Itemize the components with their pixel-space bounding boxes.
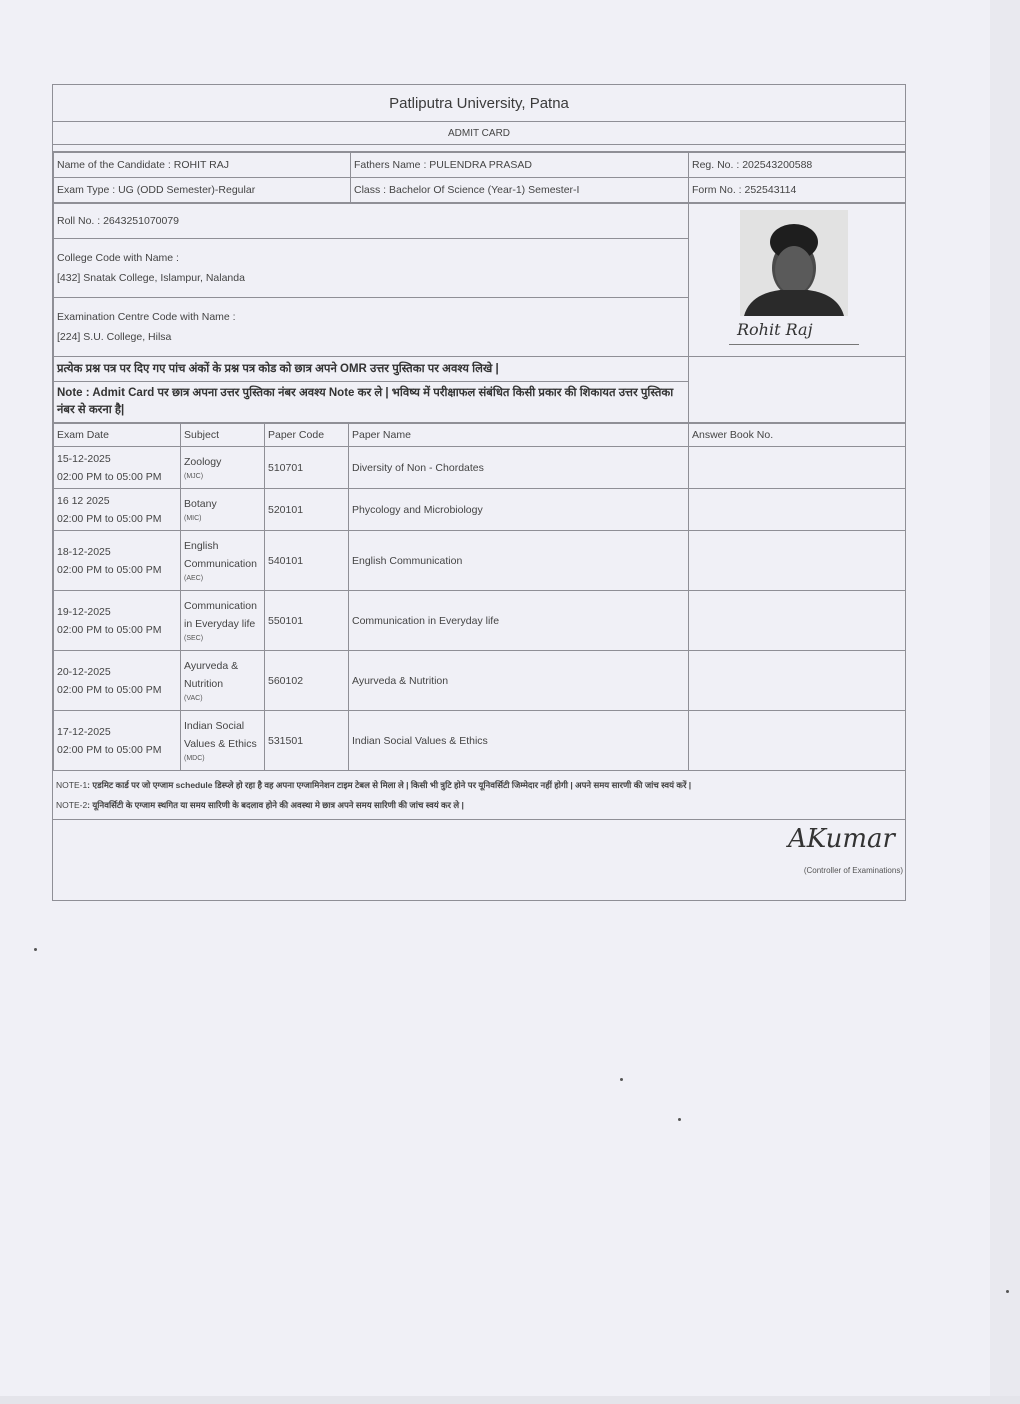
scan-speck xyxy=(1006,1290,1009,1293)
note-2-text: : यूनिवर्सिटी के एग्जाम स्थगित या समय सारिणी के बदलाव होने की अवस्था मे छात्र अपने समय सारिणी की जांच स्वयं कर ले | xyxy=(87,800,464,810)
answer-book-no xyxy=(689,531,906,591)
subject: Communication in Everyday life xyxy=(184,600,257,630)
divider xyxy=(53,145,905,152)
college-value: [432] Snatak College, Islampur, Nalanda xyxy=(57,272,245,284)
answer-book-no xyxy=(689,489,906,531)
centre-label: Examination Centre Code with Name : xyxy=(57,311,236,323)
candidate-details-table xyxy=(53,203,906,423)
table-row xyxy=(54,711,906,771)
table-row xyxy=(54,651,906,711)
exam-time: 02:00 PM to 05:00 PM xyxy=(57,563,162,576)
paper-name: Diversity of Non - Chordates xyxy=(349,447,689,489)
candidate-photo xyxy=(740,210,848,316)
college-label: College Code with Name : xyxy=(57,252,179,264)
subject-tag: (MIC) xyxy=(184,515,202,522)
exam-time: 02:00 PM to 05:00 PM xyxy=(57,623,162,636)
scan-speck xyxy=(620,1078,623,1081)
paper-name: Communication in Everyday life xyxy=(349,591,689,651)
table-row xyxy=(54,447,906,489)
subject: English Communication xyxy=(184,540,257,570)
table-row xyxy=(54,489,906,531)
paper-code: 531501 xyxy=(265,711,349,771)
exam-date: 15-12-2025 xyxy=(57,452,111,465)
scan-speck xyxy=(34,948,37,951)
subject-tag: (MDC) xyxy=(184,755,205,762)
subject: Zoology xyxy=(184,456,222,468)
paper-code: 560102 xyxy=(265,651,349,711)
notes-section xyxy=(53,771,905,819)
table-row xyxy=(54,591,906,651)
answer-book-no xyxy=(689,591,906,651)
exam-date: 18-12-2025 xyxy=(57,545,111,558)
paper-name: Indian Social Values & Ethics xyxy=(349,711,689,771)
note-1-label: NOTE-1 xyxy=(56,780,88,790)
answer-book-no xyxy=(689,447,906,489)
controller-label: (Controller of Examinations) xyxy=(803,866,903,875)
paper-code: 540101 xyxy=(265,531,349,591)
subject-tag: (SEC) xyxy=(184,635,204,642)
candidate-info-table xyxy=(53,152,906,203)
scan-speck xyxy=(678,1118,681,1121)
note-1 xyxy=(56,775,902,795)
college-cell xyxy=(54,239,689,298)
university-title: Patliputra University, Patna xyxy=(53,85,905,122)
paper-code: 510701 xyxy=(265,447,349,489)
footer xyxy=(53,819,905,900)
admit-card-heading: ADMIT CARD xyxy=(53,122,905,145)
admit-card xyxy=(52,84,906,901)
controller-signature: AKumar xyxy=(788,824,895,854)
exam-date: 19-12-2025 xyxy=(57,605,111,618)
subject-tag: (AEC) xyxy=(184,575,204,582)
exam-date: 16 12 2025 xyxy=(57,494,110,507)
form-no: Form No. : 252543114 xyxy=(689,178,906,203)
subject-tag: (MJC) xyxy=(184,473,204,480)
paper-code: 550101 xyxy=(265,591,349,651)
paper-name: Ayurveda & Nutrition xyxy=(349,651,689,711)
class-info: Class : Bachelor Of Science (Year-1) Semester-I xyxy=(351,178,689,203)
subject-tag: (VAC) xyxy=(184,695,203,702)
subject: Botany xyxy=(184,498,217,510)
subject: Indian Social Values & Ethics xyxy=(184,720,257,750)
answer-book-no xyxy=(689,651,906,711)
exam-time: 02:00 PM to 05:00 PM xyxy=(57,512,162,525)
candidate-signature: Rohit Raj xyxy=(737,320,813,339)
exam-date: 17-12-2025 xyxy=(57,725,111,738)
scan-edge-bottom xyxy=(0,1396,1020,1404)
header-paper-name: Paper Name xyxy=(349,424,689,447)
father-name: Fathers Name : PULENDRA PRASAD xyxy=(351,153,689,178)
note-1-text: : एडमिट कार्ड पर जो एग्जाम schedule डिस्प्ले हो रहा है वह अपना एग्जामिनेशन टाइम टेबल से मिला ले | किसी भी त्रुटि होने पर यूनिवर्सिटी जिम्मेदार नहीं होगी | अपने समय सारणी की जांच स्वयं करें | xyxy=(87,780,692,790)
note-2-label: NOTE-2 xyxy=(56,800,88,810)
answer-book-no xyxy=(689,711,906,771)
reg-no: Reg. No. : 202543200588 xyxy=(689,153,906,178)
exam-date: 20-12-2025 xyxy=(57,665,111,678)
photo-cell xyxy=(689,204,906,357)
centre-value: [224] S.U. College, Hilsa xyxy=(57,331,172,343)
answer-book-note: Note : Admit Card पर छात्र अपना उत्तर पुस्तिका नंबर अवश्य Note कर ले | भविष्य में परीक्षाफल संबंधित किसी प्रकार की शिकायत उत्तर पुस्तिका नंबर से करना है| xyxy=(54,382,689,423)
paper-name: Phycology and Microbiology xyxy=(349,489,689,531)
paper-code: 520101 xyxy=(265,489,349,531)
roll-no: Roll No. : 2643251070079 xyxy=(54,204,689,239)
subject: Ayurveda & Nutrition xyxy=(184,660,239,690)
note-2 xyxy=(56,795,902,815)
header-subject: Subject xyxy=(181,424,265,447)
exam-time: 02:00 PM to 05:00 PM xyxy=(57,743,162,756)
table-row xyxy=(54,531,906,591)
paper-name: English Communication xyxy=(349,531,689,591)
exam-type: Exam Type : UG (ODD Semester)-Regular xyxy=(54,178,351,203)
header-paper-code: Paper Code xyxy=(265,424,349,447)
candidate-name: Name of the Candidate : ROHIT RAJ xyxy=(54,153,351,178)
omr-instruction: प्रत्येक प्रश्न पत्र पर दिए गए पांच अंकों के प्रश्न पत्र कोड को छात्र अपने OMR उत्तर पुस्तिका पर अवश्य लिखे | xyxy=(54,357,689,382)
blank-cell xyxy=(689,357,906,423)
centre-cell xyxy=(54,298,689,357)
header-answer-book: Answer Book No. xyxy=(689,424,906,447)
exam-schedule-table xyxy=(53,423,906,771)
exam-time: 02:00 PM to 05:00 PM xyxy=(57,470,162,483)
scan-edge xyxy=(990,0,1020,1404)
exam-time: 02:00 PM to 05:00 PM xyxy=(57,683,162,696)
header-exam-date: Exam Date xyxy=(54,424,181,447)
